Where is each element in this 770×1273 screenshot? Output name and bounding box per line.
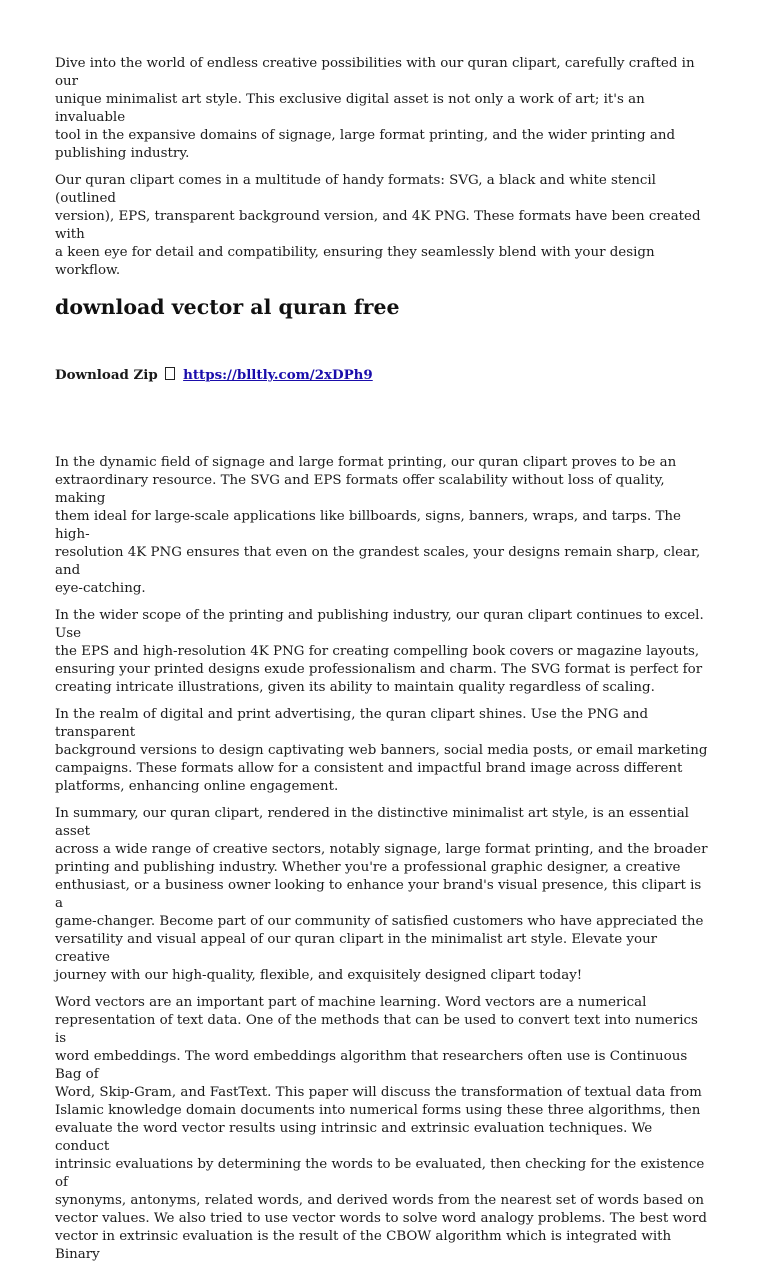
missing-glyph-icon: [165, 367, 175, 380]
document-page: [55, 55, 710, 1273]
download-link[interactable]: https://blltly.com/2xDPh9: [183, 367, 373, 383]
download-line: [55, 366, 710, 384]
body-paragraph-5: Word vectors are an important part of machine learning. Word vectors are a numerical representation of text data. One of the methods that can be used to convert text into numerics is word embeddings. The word embeddings algorithm that researchers often use is Continuous Bag of Word, Skip-Gram, and FastText. This paper will discuss the transformation of textual data from Islamic knowledge domain documents into numerical forms using these three algorithms, then evaluate the word vector results using intrinsic and extrinsic evaluation techniques. We conduct intrinsic evaluations by determining the words to be evaluated, then checking for the existence of synonyms, antonyms, related words, and derived words from the nearest set of words based on vector values. We also tried to use vector words to solve word analogy problems. The best word vector in extrinsic evaluation is the result of the CBOW algorithm which is integrated with Binary: [55, 995, 707, 1262]
spacer: [55, 384, 710, 454]
download-label: Download Zip: [55, 367, 158, 383]
page-heading: download vector al quran free: [55, 295, 400, 319]
body-paragraph-4: In summary, our quran clipart, rendered in the distinctive minimalist art style, is an essential asset across a wide range of creative sectors, notably signage, large format printing, and the broader printing and publishing industry. Whether you're a professional graphic designer, a creative enthusiast, or a business owner looking to enhance your brand's visual presence, this clipart is a game-changer. Become part of our community of satisfied customers who have appreciated the versatility and visual appeal of our quran clipart in the minimalist art style. Elevate your creative journey with our high-quality, flexible, and exquisitely designed clipart today!: [55, 806, 708, 983]
body-paragraph-2: In the wider scope of the printing and publishing industry, our quran clipart continues to excel. Use the EPS and high-resolution 4K PNG for creating compelling book covers or magazine layouts, ensuring your printed designs exude professionalism and charm. The SVG format is perfect for creating intricate illustrations, given its ability to maintain quality regardless of scaling.: [55, 608, 704, 695]
intro-paragraph-2: Our quran clipart comes in a multitude of handy formats: SVG, a black and white stencil (outlined version), EPS, transparent background version, and 4K PNG. These formats have been created with a keen eye for detail and compatibility, ensuring they seamlessly blend with your design workflow.: [55, 173, 701, 278]
intro-paragraph-1: Dive into the world of endless creative possibilities with our quran clipart, carefully crafted in our unique minimalist art style. This exclusive digital asset is not only a work of art; it's an invaluable tool in the expansive domains of signage, large format printing, and the wider printing and publishing industry.: [55, 56, 695, 161]
body-paragraph-1: In the dynamic field of signage and large format printing, our quran clipart proves to be an extraordinary resource. The SVG and EPS formats offer scalability without loss of quality, making them ideal for large-scale applications like billboards, signs, banners, wraps, and tarps. The high- resolution 4K PNG ensures that even on the grandest scales, your designs remain sharp, clear, and eye-catching.: [55, 455, 701, 596]
body-paragraph-3: In the realm of digital and print advertising, the quran clipart shines. Use the PNG and transparent background versions to design captivating web banners, social media posts, or email marketing campaigns. These formats allow for a consistent and impactful brand image across different platforms, enhancing online engagement.: [55, 707, 708, 794]
